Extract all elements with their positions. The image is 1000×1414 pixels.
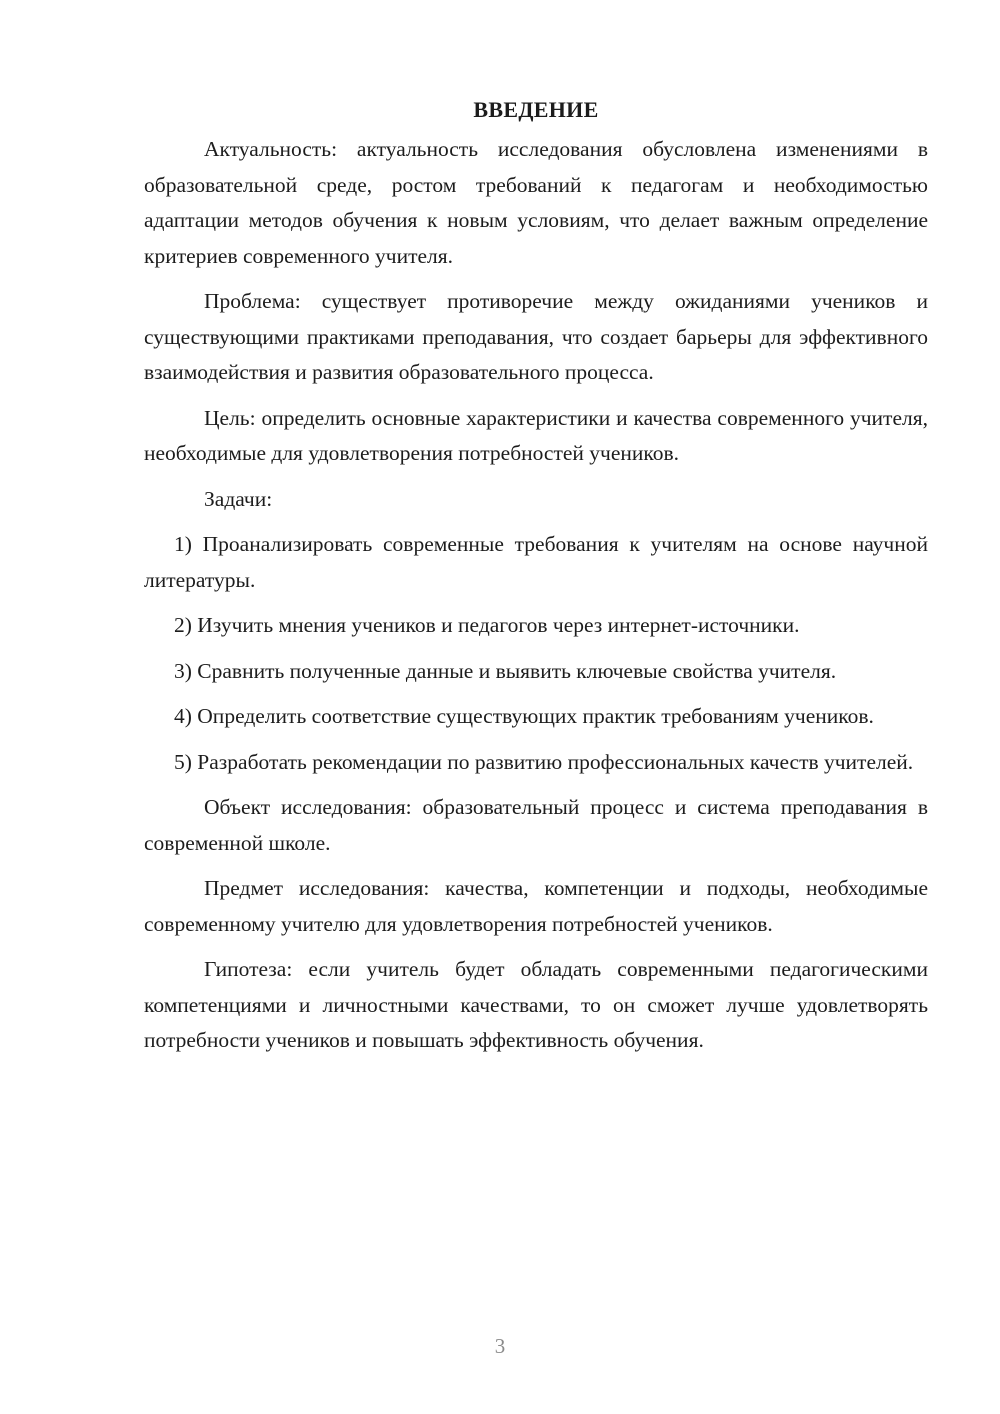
task-item-1: 1) Проанализировать современные требования к учителям на основе научной литературы.: [144, 532, 928, 592]
page-number: 3: [494, 1334, 506, 1358]
relevance-paragraph: Актуальность: актуальность исследования обусловлена изменениями в образовательной среде, ростом требований к педагогам и необходимостью адаптации методов обучения к новым условиям, что делает важным определение критериев современного учителя.: [144, 137, 928, 268]
goal-paragraph: Цель: определить основные характеристики и качества современного учителя, необходимые для удовлетворения потребностей учеников.: [144, 405, 928, 465]
hypothesis-paragraph: Гипотеза: если учитель будет обладать современными педагогическими компетенциями и личностными качествами, то он сможет лучше удовлетворять потребности учеников и повышать эффективность обучения.: [144, 957, 928, 1052]
task-item-3: 3) Сравнить полученные данные и выявить ключевые свойства учителя.: [174, 658, 837, 683]
problem-paragraph: Проблема: существует противоречие между ожиданиями учеников и существующими практиками преподавания, что создает барьеры для эффективного взаимодействия и развития образовательного процесса.: [144, 289, 928, 384]
subject-paragraph: Предмет исследования: качества, компетенции и подходы, необходимые современному учителю для удовлетворения потребностей учеников.: [144, 876, 928, 936]
task-item-2: 2) Изучить мнения учеников и педагогов через интернет-источники.: [174, 613, 800, 637]
task-item-5: 5) Разработать рекомендации по развитию профессиональных качеств учителей.: [174, 749, 914, 774]
section-title: ВВЕДЕНИЕ: [473, 97, 599, 122]
object-paragraph: Объект исследования: образовательный процесс и система преподавания в современной школе.: [144, 795, 928, 855]
tasks-heading: Задачи:: [204, 486, 273, 511]
task-item-4: 4) Определить соответствие существующих практик требованиям учеников.: [174, 704, 874, 728]
